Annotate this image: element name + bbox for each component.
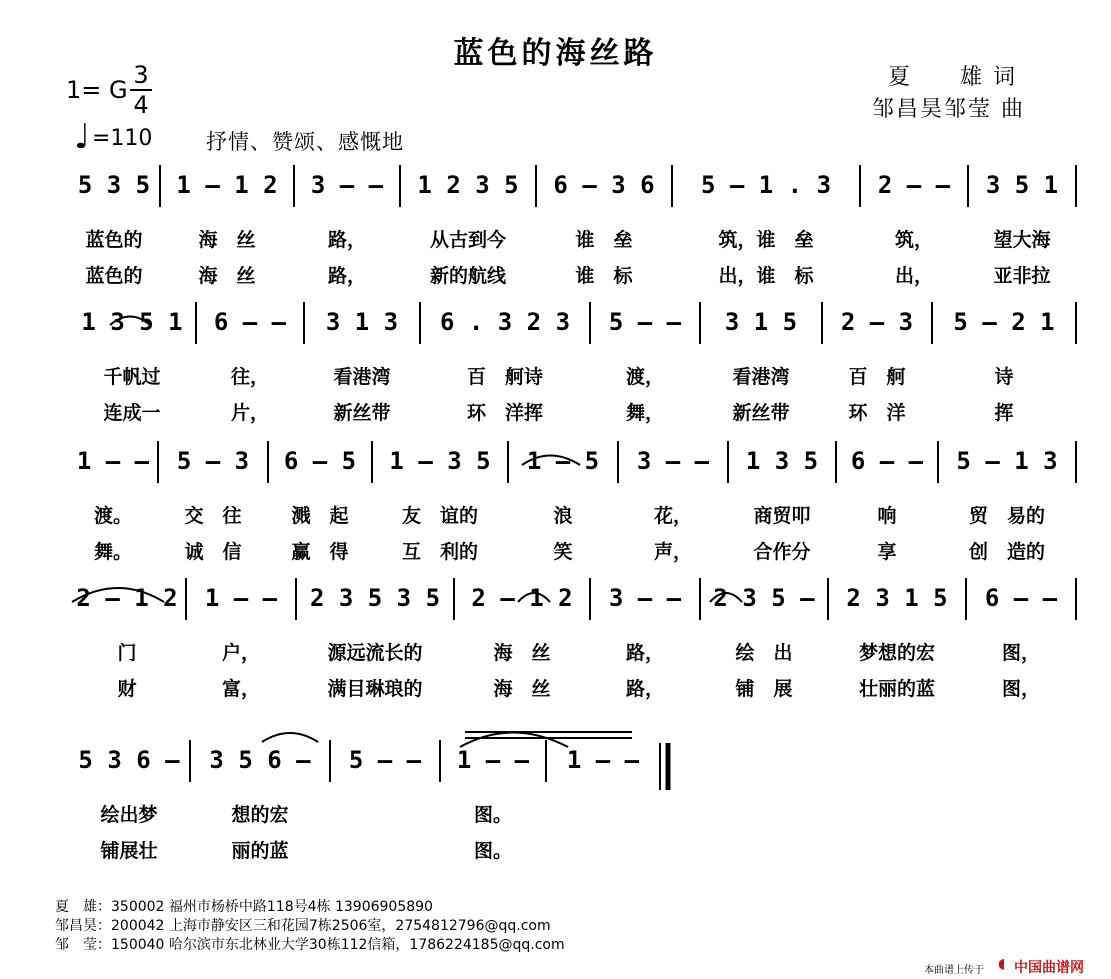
measure-notes: 3 – –	[310, 171, 384, 199]
lyric-verse-1: 响	[877, 505, 897, 527]
measure-notes: 1 – –	[456, 746, 530, 774]
measure-notes: 2 – –	[877, 171, 951, 199]
slur-5	[710, 593, 742, 602]
measure-notes: 1 – 3 5	[389, 447, 491, 475]
lyric-verse-2: 出，	[894, 265, 933, 287]
site-logo-icon: ◖	[998, 956, 1006, 972]
measure-notes: 1 3 5 1	[81, 308, 183, 336]
lyric-verse-1: 百 舸诗	[466, 366, 543, 388]
lyric-verse-2: 舞，	[625, 402, 664, 424]
lyric-verse-2: 铺 展	[735, 678, 793, 700]
measure-notes: 1 – 5	[526, 447, 600, 475]
lyricist-credit: 夏 雄 词	[888, 65, 1017, 90]
slur-2	[522, 456, 580, 466]
key-signature: 1= G	[66, 76, 128, 104]
measure-notes: 6 – –	[213, 308, 287, 336]
lyric-verse-1: 梦想的宏	[858, 642, 935, 664]
lyric-verse-1: 看港湾	[333, 366, 391, 388]
lyric-verse-2: 新丝带	[333, 402, 391, 424]
measure-notes: 1 – –	[566, 746, 640, 774]
measure-notes: 1 – –	[76, 447, 150, 475]
tempo-marking: =110	[92, 126, 153, 151]
measure-notes: 1 – –	[204, 584, 278, 612]
lyric-verse-1: 望大海	[993, 229, 1051, 251]
time-signature-bottom: 4	[133, 91, 149, 119]
measure-notes: 2 3 1 5	[846, 584, 948, 612]
lyric-verse-1: 图。	[473, 804, 512, 826]
lyric-verse-1: 蓝色的	[85, 229, 143, 251]
lyric-verse-2: 壮丽的蓝	[858, 678, 935, 700]
lyric-verse-1: 筑，谁 垒	[718, 229, 814, 251]
lyric-verse-1: 户，	[221, 642, 260, 664]
measure-notes: 3 5 1	[985, 171, 1059, 199]
barlines	[158, 165, 1076, 782]
measure-notes: 6 – 3 6	[553, 171, 655, 199]
measure-notes: 2 3 5 3 5	[309, 584, 441, 612]
lyric-verse-1: 看港湾	[732, 366, 790, 388]
lyric-verse-2: 挥	[994, 402, 1014, 424]
measure-notes: 1 3 5	[745, 447, 819, 475]
end-barline	[660, 743, 668, 790]
slur-1	[110, 317, 150, 326]
lyric-verse-1: 友 谊的	[401, 505, 478, 527]
measure-notes: 5 3 6 –	[78, 746, 180, 774]
lyric-verse-2: 享	[877, 541, 897, 563]
lyric-verse-1: 筑，	[894, 229, 933, 251]
measure-notes: 2 – 3	[840, 308, 914, 336]
lyric-verse-1: 绘出梦	[100, 804, 158, 826]
measure-notes: 5 – –	[608, 308, 682, 336]
measure-notes: 2 3 5 –	[713, 584, 815, 612]
lyric-verse-1: 谁 垒	[575, 229, 633, 251]
footer-line-2: 邹昌昊：200042 上海市静安区三和花园7栋2506室，2754812796@qq.com	[55, 918, 551, 934]
lyric-verse-1: 海 丝	[493, 642, 551, 664]
lyric-verse-2: 连成一	[103, 402, 161, 424]
measure-notes: 2 – 1 2	[76, 584, 178, 612]
composer-credit: 邹昌昊邹莹 曲	[872, 97, 1025, 122]
slur-7	[460, 733, 568, 748]
lyric-verse-2: 舞。	[93, 541, 132, 563]
lyric-verse-2: 创 造的	[968, 541, 1045, 563]
slurs	[72, 317, 742, 748]
measure-notes: 6 . 3 2 3	[439, 308, 571, 336]
lyric-verse-2: 富，	[221, 678, 260, 700]
lyric-verse-1: 百 舸	[848, 366, 906, 388]
time-signature-top: 3	[133, 61, 149, 89]
upload-note: 本曲谱上传于	[924, 965, 984, 976]
measure-notes: 6 – 5	[283, 447, 357, 475]
lyric-verse-2: 图。	[473, 840, 512, 862]
measure-notes: 6 – –	[850, 447, 924, 475]
lyric-verse-2: 新丝带	[732, 402, 790, 424]
slur-4	[518, 593, 550, 602]
measure-notes: 5 – 3	[176, 447, 250, 475]
slur-6	[262, 733, 318, 742]
site-logo: 中国曲谱网	[1014, 960, 1084, 976]
measure-notes: 6 – –	[984, 584, 1058, 612]
lyric-verse-1: 从古到今	[429, 229, 506, 251]
measure-notes: 2 – 1 2	[471, 584, 573, 612]
lyric-verse-2: 铺展壮	[100, 840, 158, 862]
lyric-verse-1: 诗	[994, 366, 1014, 388]
lyric-verse-1: 路，	[625, 642, 664, 664]
footer-line-3: 邹 莹：150040 哈尔滨市东北林业大学30栋112信箱，1786224185@qq.com	[55, 937, 565, 953]
lyric-verse-1: 源远流长的	[327, 642, 423, 664]
lyric-verse-1: 门	[117, 642, 137, 664]
lyric-verse-1: 商贸叩	[753, 505, 811, 527]
measure-notes: 5 – 1 . 3	[700, 171, 832, 199]
measure-notes: 1 – 1 2	[176, 171, 278, 199]
lyric-verse-2: 路，	[625, 678, 664, 700]
lyric-verse-1: 往，	[230, 366, 269, 388]
lyric-verse-1: 渡。	[93, 505, 132, 527]
lyric-verse-2: 图，	[1001, 678, 1040, 700]
lyric-verse-2: 海 丝	[198, 265, 256, 287]
measure-notes: 5 – 1 3	[956, 447, 1058, 475]
lyric-verse-1: 海 丝	[198, 229, 256, 251]
lyric-verse-1: 路，	[327, 229, 366, 251]
lyric-verse-2: 丽的蓝	[231, 840, 289, 862]
lyric-verse-2: 出，谁 标	[718, 265, 814, 287]
lyric-verse-2: 环 洋	[848, 402, 906, 424]
lyric-verse-2: 环 洋挥	[466, 402, 543, 424]
lyric-verse-1: 渡，	[625, 366, 664, 388]
lyric-verse-2: 谁 标	[575, 265, 633, 287]
footer-line-1: 夏 雄：350002 福州市杨桥中路118号4栋 13906905890	[55, 899, 433, 915]
lyric-verse-1: 绘 出	[735, 642, 793, 664]
lyric-verse-1: 贸 易的	[968, 505, 1045, 527]
measure-notes: 5 – –	[348, 746, 422, 774]
measure-notes: 3 1 5	[724, 308, 798, 336]
lyric-verse-2: 路，	[327, 265, 366, 287]
score-title: 蓝色的海丝路	[453, 36, 658, 71]
measure-notes: 5 – 2 1	[953, 308, 1055, 336]
lyric-verse-1: 浪	[553, 505, 573, 527]
quarter-note-icon: ♩	[74, 117, 91, 157]
lyric-verse-2: 合作分	[753, 541, 811, 563]
lyric-verse-1: 交 往	[184, 505, 242, 527]
lyric-verse-1: 想的宏	[231, 804, 289, 826]
expression-marking: 抒情、赞颂、感慨地	[206, 130, 404, 154]
lyric-verse-1: 花，	[653, 505, 692, 527]
lyric-verse-2: 诚 信	[184, 541, 242, 563]
lyric-verse-2: 赢 得	[291, 541, 349, 563]
measure-notes: 3 – –	[608, 584, 682, 612]
lyric-verse-1: 千帆过	[103, 366, 161, 388]
lyric-verse-2: 互 利的	[401, 541, 478, 563]
lyric-verse-2: 片，	[230, 402, 269, 424]
lyric-verse-1: 溅 起	[291, 505, 349, 527]
measure-notes: 3 1 3	[325, 308, 399, 336]
measure-notes: 3 5 6 –	[209, 746, 311, 774]
lyric-verse-2: 财	[117, 678, 137, 700]
lyric-verse-2: 声，	[653, 541, 692, 563]
lyric-verse-1: 图，	[1001, 642, 1040, 664]
measure-notes: 1 2 3 5	[417, 171, 519, 199]
lyric-verse-2: 亚非拉	[993, 265, 1051, 287]
lyric-verse-2: 海 丝	[493, 678, 551, 700]
slur-3	[72, 588, 164, 602]
measure-notes: 5 3 5	[77, 171, 151, 199]
lyric-verse-2: 满目琳琅的	[327, 678, 423, 700]
measure-notes: 3 – –	[636, 447, 710, 475]
lyric-verse-2: 新的航线	[429, 265, 506, 287]
lyric-verse-2: 蓝色的	[85, 265, 143, 287]
lyric-verse-2: 笑	[553, 541, 573, 563]
